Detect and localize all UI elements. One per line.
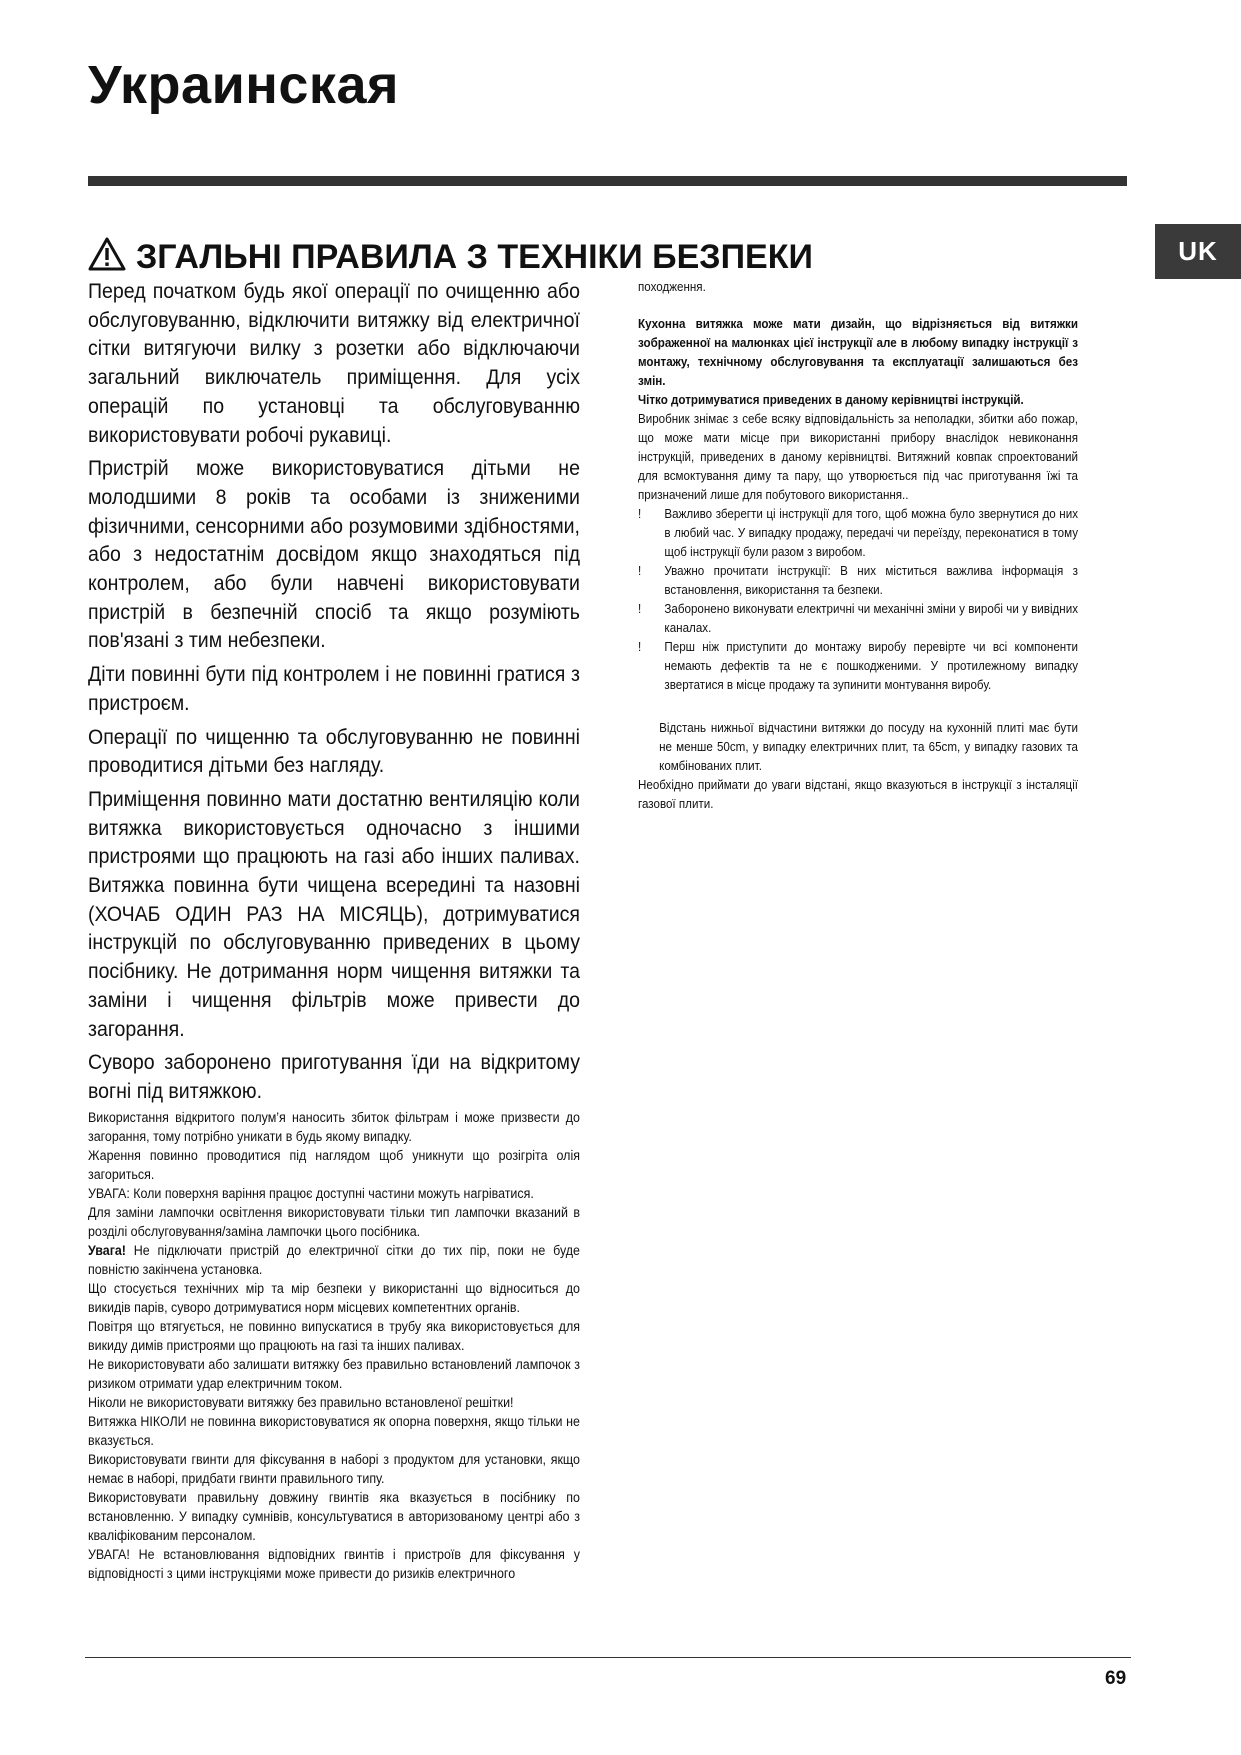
exclamation-icon: ! xyxy=(638,506,642,521)
paragraph: Жарення повинно проводитися під наглядом щоб уникнути що розігріта олія загориться. xyxy=(88,1147,580,1182)
paragraph: Операції по чищенню та обслуговуванню не повинні проводитися дітьми без нагляду. xyxy=(88,725,580,778)
header-rule xyxy=(88,176,1127,186)
right-column xyxy=(638,277,1078,813)
paragraph: УВАГА! Не встановлювання відповідних гвинтів і пристроїв для фіксування у відповідності з цими інструкціями може привести до ризиків електричного xyxy=(88,1546,580,1581)
left-column xyxy=(88,278,580,1583)
paragraph: УВАГА: Коли поверхня варіння працює доступні частини можуть нагріватися. xyxy=(88,1185,534,1201)
paragraph: Суворо заборонено приготування їди на відкритому вогні під витяжкою. xyxy=(88,1051,580,1103)
exclamation-icon: ! xyxy=(638,601,642,616)
list-item xyxy=(638,504,1078,561)
attention-label: Увага! xyxy=(88,1242,126,1258)
spacer xyxy=(638,296,1078,314)
paragraph: Використовувати гвинти для фіксування в наборі з продуктом для установки, якщо немає в наборі, придбати гвинти правильного типу. xyxy=(88,1451,580,1486)
list-item-text: Важливо зберегти ці інструкції для того, щоб можна було звернутися до них в любий час. У випадку продажу, передачі чи переїзду, переконатися в тому щоб інструкції були разом з виробом. xyxy=(664,506,1078,559)
safety-main-text xyxy=(88,278,580,1107)
paragraph: Не використовувати або залишати витяжку без правильно встановлений лампочок з ризиком отримати удар електричним током. xyxy=(88,1356,580,1391)
paragraph: Пристрій може використовуватися дітьми не молодшими 8 років та особами із зниженими фізичними, сенсорними або розумовими здібностями, або з недостатнім досвідом якщо знаходяться під контролем, або були навчені використовувати пристрій в безпечній спосіб та якщо розуміють пов'язані з тим небезпеки. xyxy=(88,457,580,653)
paragraph: походження. xyxy=(638,279,706,294)
page-title: Украинская xyxy=(88,55,399,115)
paragraph-text: Не підключати пристрій до електричної сітки до тих пір, поки не буде повністю закінчена установка. xyxy=(88,1242,580,1277)
exclamation-icon: ! xyxy=(638,639,642,654)
list-item xyxy=(638,561,1078,599)
list-item-text: Перш ніж приступити до монтажу виробу перевірте чи всі компоненти немають дефектів та не є пошкодженими. У протилежному випадку звертатися в місце продажу та зупинити монтування виробу. xyxy=(664,639,1078,692)
spacer xyxy=(638,694,1078,718)
paragraph: Що стосується технічних мір та мір безпеки у використанні що відноситься до викидів парів, суворо дотримуватися норм місцевих компетентних органів. xyxy=(88,1280,580,1315)
paragraph: Діти повинні бути під контролем і не повинні гратися з пристроєм. xyxy=(88,663,580,715)
paragraph: Приміщення повинно мати достатню вентиляцію коли витяжка використовується одночасно з іншими пристроями що працюють на газі або інших паливах. Витяжка повинна бути чищена всередині та назовні (ХОЧАБ ОДИН РАЗ НА МІСЯЦЬ), дотримуватися інструкцій по обслуговуванню приведених в цьому посібнику. Не дотримання норм чищення витяжки та заміни і чищення фільтрів може привести до загорання. xyxy=(88,787,580,1041)
paragraph: Ніколи не використовувати витяжку без правильно встановленої решітки! xyxy=(88,1394,514,1410)
paragraph: Витяжка НІКОЛИ не повинна використовуватися як опорна поверхня, якщо тільки не вказується. xyxy=(88,1413,580,1448)
list-item xyxy=(638,599,1078,637)
paragraph: Використовувати правильну довжину гвинтів яка вказується в посібнику по встановленню. У випадку сумнівів, консультуватися в авторизованому центрі або з кваліфікованим персоналом. xyxy=(88,1489,580,1543)
paragraph: Повітря що втягується, не повинно випускатися в трубу яка використовується для викиду димів пристроями що працюють на газі та інших паливах. xyxy=(88,1318,580,1353)
list-item-text: Уважно прочитати інструкції: В них міститься важлива інформація з встановлення, використання та безпеки. xyxy=(664,563,1078,597)
section-heading xyxy=(88,236,813,278)
paragraph: Виробник знімає з себе всяку відповідальність за неполадки, збитки або пожар, що може мати місце при використанні прибору внаслідок невиконання інструкцій, приведених в даному керівництві. Витяжний ковпак спроектований для всмоктування диму та пару, що утворюється під час приготування їжі та призначений лише для побутового використання.. xyxy=(638,411,1078,502)
section-heading-text: ЗГАЛЬНІ ПРАВИЛА З ТЕХНІКИ БЕЗПЕКИ xyxy=(136,238,813,276)
warning-icon xyxy=(88,237,126,271)
paragraph xyxy=(88,1241,580,1279)
footer-rule xyxy=(85,1657,1131,1658)
paragraph: Перед початком будь якої операції по очищенню або обслуговуванню, відключити витяжку від електричної сітки витягуючи вилку з розетки або відключаючи загальний виключатель приміщення. Для усіх операцій по установці та обслуговуванню використовувати робочі рукавиці. xyxy=(88,280,580,447)
paragraph: Для заміни лампочки освітлення використовувати тільки тип лампочки вказаний в розділі обслуговування/заміна лампочки цього посібника. xyxy=(88,1204,580,1239)
list-item-text: Заборонено виконувати електричні чи механічні зміни у виробі чи у вивідних каналах. xyxy=(664,601,1078,635)
safety-details xyxy=(88,1108,580,1583)
list-item xyxy=(638,637,1078,694)
gas-note: Необхідно приймати до уваги відстані, якщо вказуються в інструкції з інсталяції газової плити. xyxy=(638,777,1078,811)
paragraph: Використання відкритого полум’я наносить збиток фільтрам і може призвести до загорання, тому потрібно уникати в будь якому випадку. xyxy=(88,1109,580,1144)
exclamation-icon: ! xyxy=(638,563,642,578)
warning-list xyxy=(638,504,1078,694)
design-note: Кухонна витяжка може мати дизайн, що відрізняється від витяжки зображенної на малюнках цієї інструкції але в любому випадку інструкції з монтажу, технічному обслуговування та експлуатації залишаються без змін. xyxy=(638,316,1078,388)
page-number: 69 xyxy=(1105,1668,1127,1689)
instructions-note: Чітко дотримуватися приведених в даному керівництві інструкцій. xyxy=(638,392,1024,407)
language-tab: UK xyxy=(1155,224,1241,279)
distance-note: Відстань нижньої відчастини витяжки до посуду на кухонній плиті має бути не менше 50cm, у випадку електричних плит, та 65cm, у випадку газових та комбінованих плит. xyxy=(659,720,1078,773)
